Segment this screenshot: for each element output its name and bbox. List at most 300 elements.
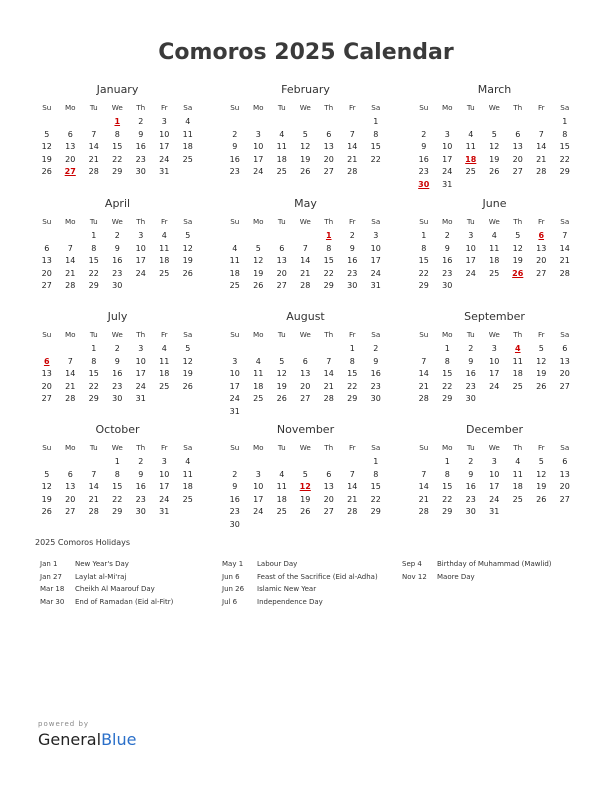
weekday-header: Tu <box>89 217 98 226</box>
weekday-header: Th <box>136 330 146 339</box>
calendar-date: 14 <box>88 482 99 492</box>
calendar-date: 23 <box>229 507 240 517</box>
calendar-date: 18 <box>489 256 500 266</box>
calendar-date: 1 <box>562 117 568 126</box>
month-days-grid <box>35 100 200 179</box>
weekday-header: Tu <box>89 443 98 452</box>
weekday-header: Th <box>136 103 146 112</box>
calendar-date: 11 <box>159 356 170 366</box>
calendar-date: 4 <box>491 231 497 240</box>
holiday-entry-date: Mar 18 <box>40 585 65 594</box>
calendar-date: 25 <box>276 167 287 177</box>
calendar-date: 14 <box>418 369 429 379</box>
holiday-date: 1 <box>114 117 121 126</box>
holiday-entry-date: Jul 6 <box>222 597 238 606</box>
calendar-date: 13 <box>65 142 76 152</box>
calendar-date: 29 <box>442 394 453 404</box>
holiday-date: 12 <box>299 482 311 492</box>
empty-cell <box>247 343 271 356</box>
calendar-date: 28 <box>347 167 358 177</box>
empty-cell <box>223 230 247 243</box>
holiday-entry-date: Mar 30 <box>40 597 65 606</box>
calendar-date: 3 <box>491 344 497 353</box>
empty-cell <box>59 456 83 469</box>
empty-cell <box>317 116 341 129</box>
calendar-date: 6 <box>326 129 332 139</box>
weekday-header: Tu <box>466 443 475 452</box>
calendar-date: 14 <box>559 243 570 253</box>
calendar-date: 19 <box>276 381 287 391</box>
calendar-date: 5 <box>279 356 285 366</box>
calendar-date: 25 <box>489 268 500 278</box>
calendar-date: 15 <box>112 142 123 152</box>
calendar-date: 26 <box>182 381 193 391</box>
calendar-date: 24 <box>370 268 381 278</box>
calendar-date: 22 <box>112 494 123 504</box>
calendar-date: 23 <box>465 381 476 391</box>
calendar-date: 18 <box>182 482 193 492</box>
empty-cell <box>459 116 483 129</box>
empty-cell <box>35 230 59 243</box>
weekday-header: Th <box>513 217 523 226</box>
holiday-entry <box>402 571 552 584</box>
month-days-grid <box>223 327 388 419</box>
calendar-date: 17 <box>135 369 146 379</box>
calendar-date: 13 <box>65 482 76 492</box>
calendar-date: 30 <box>229 519 240 529</box>
calendar-date: 30 <box>465 507 476 517</box>
calendar-date: 9 <box>349 243 355 253</box>
holidays-title: 2025 Comoros Holidays <box>35 538 131 547</box>
calendar-date: 5 <box>185 231 191 240</box>
calendar-date: 24 <box>253 507 264 517</box>
calendar-date: 13 <box>559 469 570 479</box>
calendar-date: 17 <box>370 256 381 266</box>
empty-cell <box>294 456 318 469</box>
empty-cell <box>82 456 106 469</box>
empty-cell <box>270 116 294 129</box>
calendar-date: 17 <box>489 369 500 379</box>
calendar-date: 11 <box>512 469 523 479</box>
calendar-date: 18 <box>276 494 287 504</box>
calendar-date: 23 <box>442 268 453 278</box>
weekday-header: We <box>488 443 500 452</box>
calendar-date: 19 <box>182 256 193 266</box>
calendar-date: 9 <box>114 356 120 366</box>
calendar-date: 14 <box>536 142 547 152</box>
calendar-date: 21 <box>323 381 334 391</box>
empty-cell <box>483 116 507 129</box>
calendar-date: 31 <box>442 179 453 189</box>
calendar-date: 8 <box>91 356 97 366</box>
calendar-date: 26 <box>489 167 500 177</box>
weekday-header: We <box>488 217 500 226</box>
calendar-date: 17 <box>442 154 453 164</box>
holiday-entry-name: Cheikh Al Maarouf Day <box>75 585 155 594</box>
calendar-date: 1 <box>91 344 97 353</box>
calendar-date: 3 <box>138 231 144 240</box>
calendar-date: 7 <box>67 356 73 366</box>
calendar-date: 1 <box>114 457 120 466</box>
weekday-header: Mo <box>441 330 453 339</box>
calendar-date: 3 <box>232 356 238 366</box>
weekday-header: Th <box>136 443 146 452</box>
weekday-header: Su <box>230 217 240 226</box>
weekday-header: Sa <box>371 330 381 339</box>
month-december <box>412 422 577 519</box>
weekday-header: Tu <box>89 330 98 339</box>
calendar-date: 1 <box>444 344 450 353</box>
calendar-date: 5 <box>491 129 497 139</box>
empty-cell <box>247 230 271 243</box>
holiday-date: 30 <box>418 179 430 189</box>
calendar-date: 5 <box>515 231 521 240</box>
holiday-date: 18 <box>465 154 477 164</box>
calendar-date: 2 <box>138 457 144 466</box>
weekday-header: Th <box>513 330 523 339</box>
calendar-date: 29 <box>418 281 429 291</box>
brand-name-part-2: Blue <box>101 730 137 749</box>
brand-logo[interactable] <box>38 730 136 749</box>
weekday-header: Sa <box>183 330 193 339</box>
calendar-date: 15 <box>323 256 334 266</box>
holiday-column <box>40 558 173 608</box>
calendar-date: 22 <box>418 268 429 278</box>
calendar-date: 26 <box>536 494 547 504</box>
month-october <box>35 422 200 519</box>
calendar-date: 18 <box>253 381 264 391</box>
calendar-date: 27 <box>559 381 570 391</box>
calendar-date: 8 <box>114 129 120 139</box>
calendar-date: 13 <box>41 369 52 379</box>
calendar-date: 16 <box>370 369 381 379</box>
holiday-entry <box>402 558 552 571</box>
calendar-date: 10 <box>370 243 381 253</box>
holiday-entry-date: Jun 26 <box>222 585 245 594</box>
calendar-date: 11 <box>276 482 287 492</box>
calendar-date: 9 <box>138 129 144 139</box>
calendar-date: 27 <box>512 167 523 177</box>
calendar-date: 16 <box>229 494 240 504</box>
calendar-date: 12 <box>41 482 52 492</box>
calendar-date: 24 <box>253 167 264 177</box>
weekday-header: Mo <box>64 330 76 339</box>
calendar-date: 7 <box>91 129 97 139</box>
calendar-date: 30 <box>112 394 123 404</box>
weekday-header: Sa <box>371 103 381 112</box>
calendar-date: 1 <box>349 344 355 353</box>
calendar-date: 8 <box>349 356 355 366</box>
holiday-entry <box>40 571 173 584</box>
calendar-date: 22 <box>88 268 99 278</box>
calendar-date: 7 <box>421 469 427 479</box>
holiday-entry-date: Jan 27 <box>40 572 62 581</box>
calendar-date: 3 <box>255 129 261 139</box>
month-march <box>412 82 577 192</box>
calendar-date: 12 <box>536 469 547 479</box>
weekday-header: Sa <box>560 330 570 339</box>
calendar-date: 9 <box>468 469 474 479</box>
calendar-date: 18 <box>159 369 170 379</box>
calendar-date: 14 <box>323 369 334 379</box>
weekday-header: Su <box>419 330 429 339</box>
calendar-date: 17 <box>253 154 264 164</box>
calendar-date: 29 <box>370 507 381 517</box>
weekday-header: Tu <box>89 103 98 112</box>
holiday-entry <box>222 558 378 571</box>
calendar-date: 19 <box>182 369 193 379</box>
calendar-date: 16 <box>112 369 123 379</box>
weekday-header: Th <box>513 443 523 452</box>
weekday-header: Sa <box>560 443 570 452</box>
weekday-header: Su <box>419 217 429 226</box>
calendar-date: 30 <box>135 507 146 517</box>
calendar-date: 2 <box>349 231 355 240</box>
holiday-entry-name: New Year's Day <box>75 560 129 568</box>
calendar-date: 16 <box>112 256 123 266</box>
empty-cell <box>82 116 106 129</box>
calendar-date: 27 <box>323 167 334 177</box>
calendar-date: 18 <box>159 256 170 266</box>
calendar-date: 12 <box>182 243 193 253</box>
calendar-date: 30 <box>442 281 453 291</box>
calendar-date: 21 <box>88 154 99 164</box>
holiday-date: 1 <box>325 231 332 240</box>
holiday-column <box>402 558 552 583</box>
weekday-header: We <box>111 443 123 452</box>
calendar-date: 11 <box>182 129 193 139</box>
weekday-header: Sa <box>371 217 381 226</box>
calendar-date: 21 <box>300 268 311 278</box>
calendar-date: 19 <box>300 494 311 504</box>
calendar-date: 10 <box>442 142 453 152</box>
calendar-date: 8 <box>91 243 97 253</box>
calendar-date: 7 <box>562 231 568 240</box>
calendar-date: 24 <box>489 494 500 504</box>
calendar-date: 13 <box>41 256 52 266</box>
calendar-date: 8 <box>444 356 450 366</box>
weekday-header: We <box>299 330 311 339</box>
calendar-date: 4 <box>279 129 285 139</box>
empty-cell <box>270 230 294 243</box>
weekday-header: Su <box>42 217 52 226</box>
calendar-date: 1 <box>373 117 379 126</box>
calendar-date: 8 <box>421 243 427 253</box>
calendar-date: 27 <box>323 507 334 517</box>
calendar-date: 3 <box>444 129 450 139</box>
weekday-header: Mo <box>252 103 264 112</box>
calendar-date: 14 <box>418 482 429 492</box>
calendar-date: 10 <box>135 356 146 366</box>
calendar-date: 21 <box>418 494 429 504</box>
month-days-grid <box>35 440 200 519</box>
calendar-date: 4 <box>279 469 285 479</box>
calendar-date: 28 <box>65 394 76 404</box>
calendar-date: 28 <box>65 281 76 291</box>
calendar-date: 8 <box>373 469 379 479</box>
calendar-date: 17 <box>229 381 240 391</box>
calendar-date: 9 <box>421 142 427 152</box>
calendar-date: 27 <box>559 494 570 504</box>
weekday-header: Fr <box>537 217 545 226</box>
calendar-date: 8 <box>326 243 332 253</box>
calendar-date: 10 <box>489 356 500 366</box>
calendar-date: 29 <box>112 167 123 177</box>
calendar-date: 24 <box>135 268 146 278</box>
calendar-date: 21 <box>536 154 547 164</box>
calendar-date: 25 <box>159 268 170 278</box>
weekday-header: Sa <box>183 103 193 112</box>
calendar-date: 29 <box>112 507 123 517</box>
calendar-date: 19 <box>489 154 500 164</box>
calendar-date: 23 <box>229 167 240 177</box>
calendar-date: 10 <box>253 482 264 492</box>
weekday-header: Su <box>42 443 52 452</box>
calendar-date: 10 <box>159 129 170 139</box>
calendar-date: 4 <box>161 344 167 353</box>
holiday-entry-name: Islamic New Year <box>257 585 317 594</box>
weekday-header: Fr <box>537 330 545 339</box>
calendar-date: 20 <box>276 268 287 278</box>
holiday-entry-date: Jun 6 <box>222 572 240 581</box>
calendar-date: 13 <box>300 369 311 379</box>
calendar-date: 22 <box>559 154 570 164</box>
calendar-date: 3 <box>491 457 497 466</box>
weekday-header: Th <box>324 103 334 112</box>
weekday-header: Fr <box>348 443 356 452</box>
empty-cell <box>270 456 294 469</box>
calendar-date: 16 <box>135 482 146 492</box>
calendar-date: 6 <box>279 243 285 253</box>
calendar-date: 6 <box>67 469 73 479</box>
calendar-date: 22 <box>323 268 334 278</box>
calendar-date: 9 <box>444 243 450 253</box>
empty-cell <box>436 116 460 129</box>
calendar-date: 21 <box>88 494 99 504</box>
month-june <box>412 196 577 293</box>
calendar-date: 17 <box>135 256 146 266</box>
weekday-header: Tu <box>466 103 475 112</box>
calendar-date: 29 <box>88 281 99 291</box>
calendar-date: 29 <box>442 507 453 517</box>
weekday-header: Su <box>230 443 240 452</box>
calendar-date: 31 <box>489 507 500 517</box>
calendar-date: 20 <box>323 494 334 504</box>
calendar-date: 1 <box>421 231 427 240</box>
weekday-header: Sa <box>560 217 570 226</box>
calendar-date: 23 <box>135 494 146 504</box>
weekday-header: Fr <box>348 217 356 226</box>
weekday-header: Mo <box>441 443 453 452</box>
month-may <box>223 196 388 293</box>
footer <box>38 720 136 749</box>
calendar-date: 24 <box>442 167 453 177</box>
calendar-date: 11 <box>512 356 523 366</box>
month-name: March <box>477 83 512 96</box>
month-name: December <box>465 423 524 436</box>
calendar-date: 19 <box>300 154 311 164</box>
calendar-date: 25 <box>182 494 193 504</box>
empty-cell <box>35 116 59 129</box>
calendar-date: 7 <box>302 243 308 253</box>
empty-cell <box>35 343 59 356</box>
calendar-date: 2 <box>373 344 379 353</box>
calendar-date: 2 <box>468 457 474 466</box>
holiday-entry <box>222 583 378 596</box>
weekday-header: We <box>111 330 123 339</box>
calendar-date: 20 <box>536 256 547 266</box>
calendar-date: 26 <box>276 394 287 404</box>
calendar-date: 20 <box>41 381 52 391</box>
empty-cell <box>412 456 436 469</box>
month-name: July <box>107 310 128 323</box>
weekday-header: Sa <box>560 103 570 112</box>
empty-cell <box>317 456 341 469</box>
calendar-date: 28 <box>536 167 547 177</box>
weekday-header: Mo <box>441 217 453 226</box>
month-days-grid <box>223 214 388 293</box>
calendar-date: 18 <box>512 369 523 379</box>
calendar-date: 1 <box>91 231 97 240</box>
empty-cell <box>247 116 271 129</box>
month-name: October <box>95 423 140 436</box>
calendar-date: 28 <box>88 507 99 517</box>
calendar-date: 24 <box>489 381 500 391</box>
calendar-date: 14 <box>88 142 99 152</box>
calendar-date: 30 <box>370 394 381 404</box>
calendar-date: 14 <box>65 256 76 266</box>
calendar-date: 29 <box>347 394 358 404</box>
calendar-date: 3 <box>255 469 261 479</box>
empty-cell <box>35 456 59 469</box>
calendar-date: 11 <box>253 369 264 379</box>
calendar-date: 10 <box>465 243 476 253</box>
calendar-date: 11 <box>182 469 193 479</box>
weekday-header: Fr <box>537 103 545 112</box>
holiday-entry-date: Nov 12 <box>402 572 427 581</box>
calendar-date: 6 <box>67 129 73 139</box>
calendar-date: 6 <box>302 356 308 366</box>
calendar-date: 31 <box>159 507 170 517</box>
calendar-date: 10 <box>229 369 240 379</box>
weekday-header: Th <box>513 103 523 112</box>
weekday-header: Fr <box>348 103 356 112</box>
month-july <box>35 309 200 406</box>
calendar-date: 11 <box>229 256 240 266</box>
holiday-date: 26 <box>512 268 524 278</box>
calendar-date: 4 <box>232 243 238 253</box>
calendar-date: 28 <box>88 167 99 177</box>
calendar-date: 19 <box>536 369 547 379</box>
weekday-header: Su <box>42 103 52 112</box>
calendar-date: 19 <box>41 154 52 164</box>
calendar-date: 2 <box>138 117 144 126</box>
weekday-header: Mo <box>252 330 264 339</box>
empty-cell <box>223 456 247 469</box>
month-days-grid <box>223 100 388 179</box>
month-name: February <box>281 83 330 96</box>
calendar-date: 6 <box>326 469 332 479</box>
weekday-header: We <box>299 103 311 112</box>
calendar-date: 26 <box>41 507 52 517</box>
calendar-date: 8 <box>444 469 450 479</box>
empty-cell <box>412 343 436 356</box>
calendar-date: 16 <box>418 154 429 164</box>
calendar-date: 22 <box>347 381 358 391</box>
holiday-date: 27 <box>64 167 76 177</box>
holiday-entry-name: Laylat al-Mi'raj <box>75 572 127 581</box>
calendar-date: 9 <box>138 469 144 479</box>
